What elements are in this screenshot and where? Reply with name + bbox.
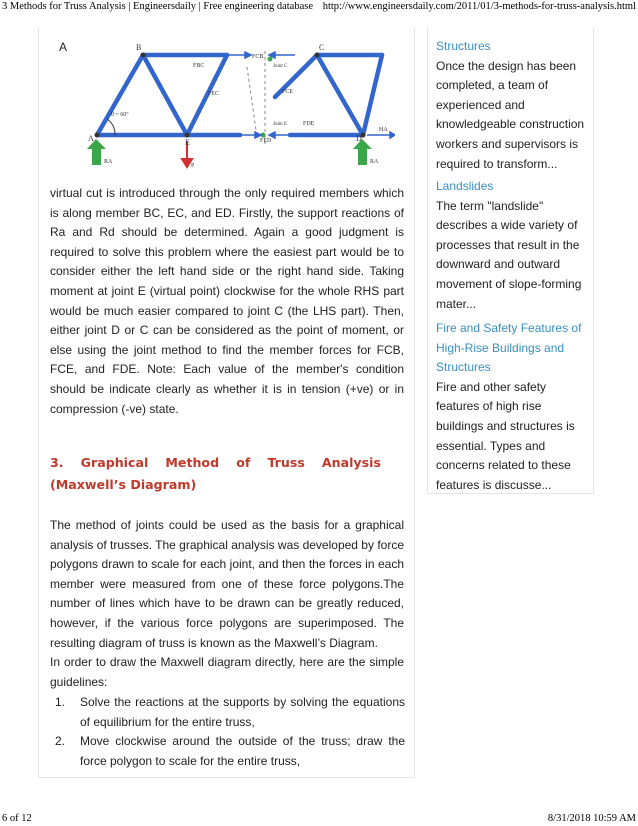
print-header — [0, 0, 638, 16]
heading-line-2: (Maxwell’s Diagram) — [50, 477, 197, 492]
node-label: C — [319, 43, 325, 52]
list-number: 2. — [55, 734, 66, 749]
body-paragraph — [50, 516, 404, 692]
node-label: B — [136, 43, 142, 52]
page-number: 6 of 12 — [2, 813, 32, 824]
page-url: http://www.engineersdaily.com/2011/01/3-methods-for-truss-analysis.html — [322, 1, 636, 12]
heading-word: Analysis — [321, 455, 381, 470]
angle-label: θ = 60° — [111, 112, 129, 118]
force-label: FCB — [252, 54, 264, 60]
force-label: P — [191, 163, 195, 169]
force-label: RA — [104, 159, 113, 165]
body-paragraph: virtual cut is introduced through the only required members which is along member BC, EC, and ED. Firstly, the support reactions of Ra and Rd should be determined. Again a good judgment is required to solve this problem where the easiest part would be to consider either the left hand side or the right hand side. Taking moment at joint E (virtual point) clockwise for the whole RHS part would be much easier compared to joint C (the LHS part). Then, either joint D or C can be considered as the point of moment, or else using the joint method to find the member forces for FCB, FCE, and FDE. Note: Each value of the member's condition should be indicate clearly as whether it is in tension (+ve) or in compression (-ve) state. — [50, 186, 404, 416]
related-post-link[interactable]: Landslides — [436, 179, 494, 193]
joint-label: Joint C — [273, 64, 288, 69]
heading-word: Graphical — [80, 455, 149, 470]
force-label: RA — [370, 159, 379, 165]
force-label: FED — [260, 138, 272, 144]
force-label: FEC — [208, 91, 220, 97]
force-label: FBC — [193, 63, 205, 69]
node-label: E — [185, 138, 190, 147]
list-number: 1. — [55, 695, 66, 709]
joint-label: Joint E — [273, 122, 288, 127]
related-post-summary: Fire and other safety features of high rise buildings and structures is essential. Types and concerns related to these features is discusse... — [436, 379, 575, 492]
list-text: Move clockwise around the outside of the truss; draw the force polygon to scale for the entire truss, — [80, 734, 405, 768]
related-post — [436, 177, 588, 314]
related-post-link[interactable]: Fire and Safety Features of High-Rise Buildings and Structures — [436, 321, 582, 375]
related-posts-sidebar — [427, 27, 594, 494]
related-post — [436, 37, 588, 174]
list-item — [55, 693, 405, 732]
force-label: FDE — [303, 121, 315, 127]
force-label: HA — [379, 127, 388, 133]
heading-word: Truss — [267, 455, 305, 470]
article-content — [38, 27, 415, 778]
related-post-summary: Once the design has been completed, a team of experienced and knowledgeable construction workers and supervisors is required to transform... — [436, 58, 585, 171]
node-label: D — [356, 134, 362, 143]
force-label: FCE — [282, 89, 294, 95]
section-heading — [50, 452, 404, 496]
list-text: Solve the reactions at the supports by solving the equations of equilibrium for the entire truss, — [80, 695, 405, 729]
related-post-link[interactable]: Structures — [436, 39, 491, 53]
related-post — [436, 319, 588, 495]
heading-word: 3. — [50, 455, 64, 470]
maxwell-intro: The method of joints could be used as the basis for a graphical analysis of trusses. The graphical analysis was developed by force polygons drawn to scale for each joint, and then the forces in each member were measured from one of these force polygons.The number of lines which have to be drawn can be greatly reduced, however, if the various force polygons are superimposed. The resulting diagram of truss is known as the Maxwell’s Diagram. — [50, 518, 404, 650]
print-timestamp: 8/31/2018 10:59 AM — [547, 813, 636, 824]
print-footer — [0, 810, 638, 826]
guidelines-intro: In order to draw the Maxwell diagram directly, here are the simple guidelines: — [50, 655, 404, 689]
truss-figure — [59, 37, 399, 177]
heading-word: Method — [165, 455, 220, 470]
figure-letter: A — [59, 40, 68, 54]
related-post-summary: The term "landslide" describes a wide variety of processes that result in the downward and outward movement of slope-forming mater... — [436, 198, 582, 311]
node-label: A — [88, 134, 94, 143]
guidelines-list — [55, 693, 405, 771]
heading-word: of — [236, 455, 251, 470]
truss-diagram — [85, 37, 395, 177]
page-title: 3 Methods for Truss Analysis | Engineersdaily | Free engineering database — [2, 1, 313, 12]
list-item — [55, 732, 405, 771]
